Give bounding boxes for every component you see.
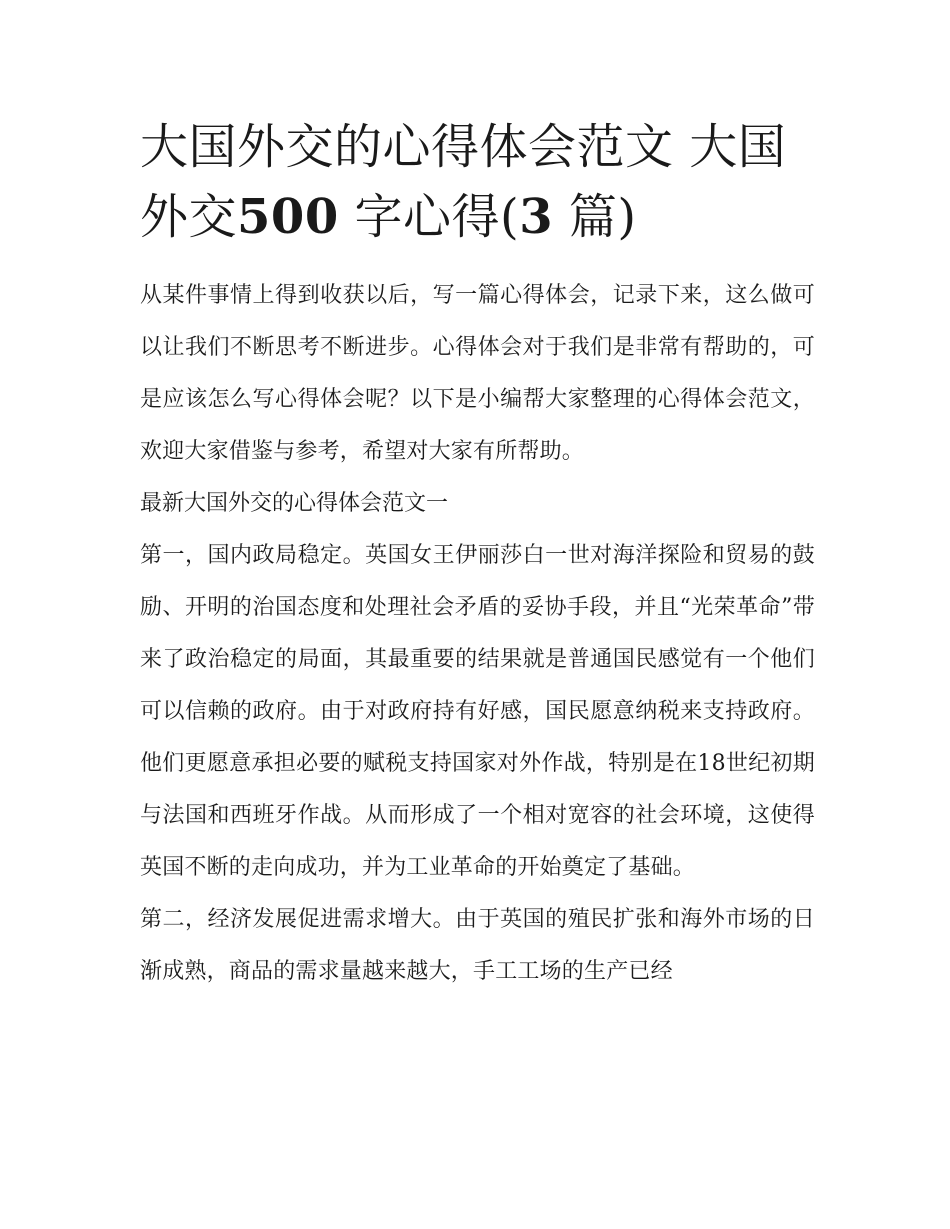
- body-paragraph-2: 第二，经济发展促进需求增大。由于英国的殖民扩张和海外市场的日渐成熟，商品的需求量越来越大，手工工场的生产已经: [140, 907, 815, 984]
- title-text-c: 字心得(: [338, 189, 520, 245]
- document-page: [140, 112, 815, 998]
- intro-paragraph: 从某件事情上得到收获以后，写一篇心得体会，记录下来，这么做可以让我们不断思考不断进步。心得体会对于我们是非常有帮助的，可是应该怎么写心得体会呢？以下是小编帮大家整理的心得体会范文，欢迎大家借鉴与参考，希望对大家有所帮助。: [140, 283, 815, 464]
- title-number-500: 500: [237, 189, 339, 245]
- title-line-2: [140, 182, 815, 252]
- title-number-3: 3: [519, 189, 554, 245]
- body-paragraph-1: 第一，国内政局稳定。英国女王伊丽莎白一世对海洋探险和贸易的鼓励、开明的治国态度和处理社会矛盾的妥协手段，并且“光荣革命”带来了政治稳定的局面，其最重要的结果就是普通国民感觉有一个他们可以信赖的政府。由于对政府持有好感，国民愿意纳税来支持政府。他们更愿意承担必要的赋税支持国家对外作战，特别是在18世纪初期与法国和西班牙作战。从而形成了一个相对宽容的社会环境，这使得英国不断的走向成功，并为工业革命的开始奠定了基础。: [140, 543, 815, 880]
- title-text-a: 外交: [140, 189, 238, 245]
- document-title: [140, 112, 815, 252]
- title-line-1: 大国外交的心得体会范文 大国: [140, 119, 787, 175]
- title-text-e: 篇): [553, 189, 637, 245]
- section-heading: 最新大国外交的心得体会范文一: [140, 491, 449, 516]
